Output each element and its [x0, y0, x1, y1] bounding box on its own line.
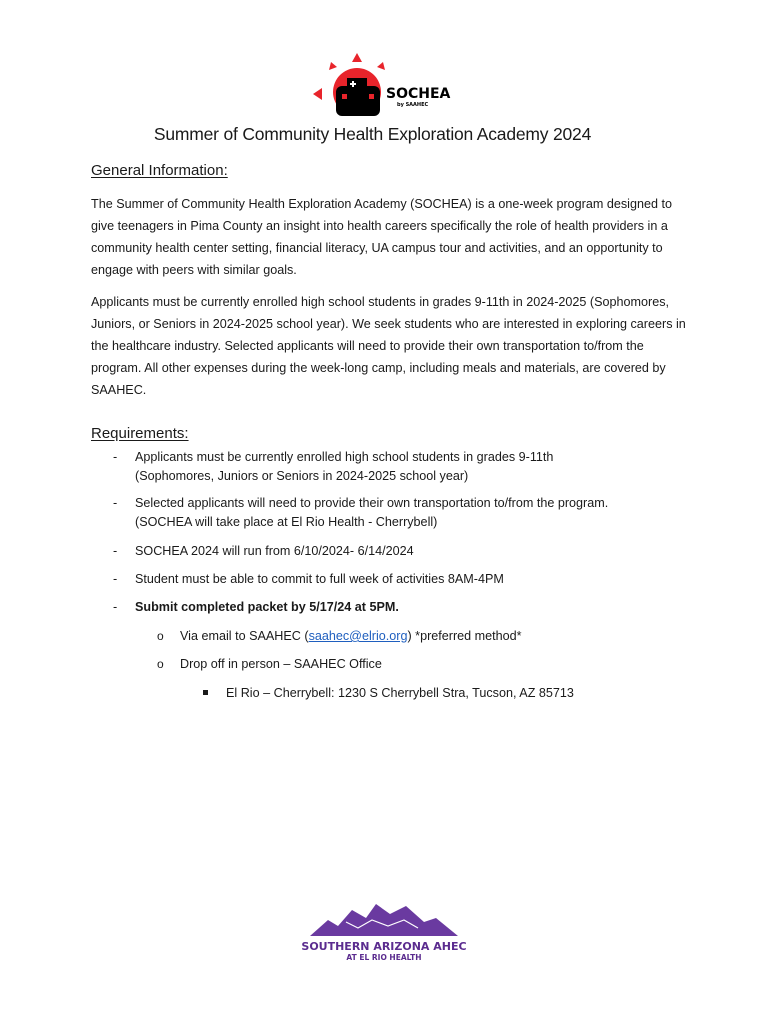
requirement-text: SOCHEA 2024 will run from 6/10/2024- 6/14/2024 [135, 544, 414, 558]
dash-bullet: - [113, 450, 118, 464]
southern-arizona-ahec-logo-graphic [296, 898, 472, 966]
requirements-heading: Requirements: [91, 425, 189, 442]
requirement-text: Applicants must be currently enrolled high school students in grades 9-11th (Sophomores, Juniors or Seniors in 2024-2025 school year) [135, 450, 554, 483]
page-title: Summer of Community Health Exploration Academy 2024 [153, 124, 592, 144]
footer-logo-line2: AT EL RIO HEALTH [346, 953, 422, 962]
mountain-icon [310, 904, 458, 936]
square-bullet [203, 690, 208, 695]
address-text: El Rio – Cherrybell: 1230 S Cherrybell Stra, Tucson, AZ 85713 [226, 686, 574, 700]
dash-bullet: - [113, 600, 118, 614]
general-information-heading: General Information: [91, 162, 228, 179]
sochea-logo-graphic [306, 50, 466, 122]
sochea-logo-subtitle: by SAAHEC [397, 102, 429, 108]
general-paragraph-2: Applicants must be currently enrolled high school students in grades 9-11th in 2024-2025 (Sophomores, Juniors, or Seniors in 2024-2025 school year). We seek students who are interested in exploring careers in the healthcare industry. Selected applicants will need to provide their own transportation to/from the program. All other expenses during the week-long camp, including meals and materials, are covered by SAAHEC. [91, 295, 686, 397]
circle-bullet: o [157, 629, 164, 643]
submit-deadline-text: Submit completed packet by 5/17/24 at 5PM. [135, 600, 399, 614]
sochea-logo [306, 50, 466, 122]
requirement-text: Student must be able to commit to full week of activities 8AM-4PM [135, 572, 504, 586]
dash-bullet: - [113, 572, 118, 586]
dash-bullet: - [113, 496, 118, 510]
dropoff-option-text: Drop off in person – SAAHEC Office [180, 657, 382, 671]
email-link[interactable]: saahec@elrio.org [308, 629, 408, 643]
southern-arizona-ahec-logo [296, 898, 472, 966]
email-option-suffix: ) *preferred method* [407, 629, 522, 643]
footer-logo-line1: SOUTHERN ARIZONA AHEC [301, 940, 467, 953]
email-option-prefix: Via email to SAAHEC ( [180, 629, 309, 643]
circle-bullet: o [157, 657, 164, 671]
general-paragraph-1: The Summer of Community Health Exploration Academy (SOCHEA) is a one-week program designed to give teenagers in Pima County an insight into health careers specifically the role of health providers in a community health center setting, financial literacy, UA campus tour and activities, and an opportunity to engage with peers with similar goals. [91, 197, 672, 277]
sochea-logo-name: SOCHEA [386, 86, 451, 102]
requirement-text: Selected applicants will need to provide their own transportation to/from the program. (SOCHEA will take place at El Rio Health - Cherrybell) [135, 496, 609, 529]
dash-bullet: - [113, 544, 118, 558]
